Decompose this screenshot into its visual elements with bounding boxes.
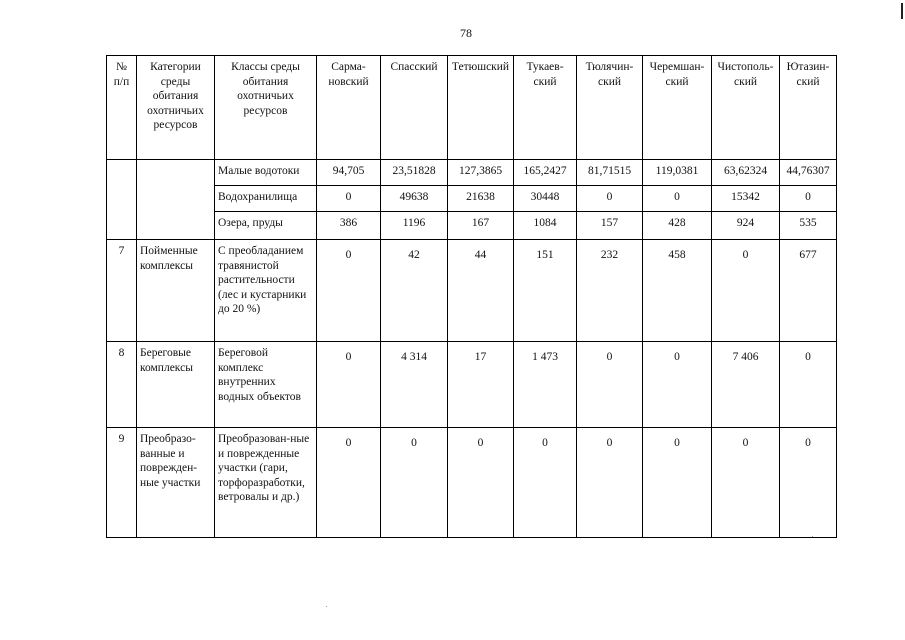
row-value: 81,71515 (577, 160, 643, 186)
row-value: 0 (780, 428, 837, 538)
header-district: Черемшан-ский (643, 56, 712, 160)
row-num: 8 (107, 342, 137, 428)
header-num: № п/п (107, 56, 137, 160)
row-value: 44,76307 (780, 160, 837, 186)
row-category: Преобразо-ванные и поврежден-ные участки (137, 428, 215, 538)
header-class: Классы среды обитания охотничьих ресурсов (215, 56, 317, 160)
table-row (107, 240, 837, 342)
row-value: 1 473 (514, 342, 577, 428)
row-value: 0 (780, 186, 837, 212)
row-value: 1084 (514, 212, 577, 240)
row-value: 49638 (381, 186, 448, 212)
row-value: 42 (381, 240, 448, 342)
row-value: 44 (448, 240, 514, 342)
row-value: 0 (514, 428, 577, 538)
row-category (137, 160, 215, 240)
row-value: 0 (381, 428, 448, 538)
row-class: Береговой комплекс внутренних водных объектов (215, 342, 317, 428)
row-class: Озера, пруды (215, 212, 317, 240)
row-value: 428 (643, 212, 712, 240)
scan-speck (326, 606, 327, 607)
table-row (107, 428, 837, 538)
row-num: 9 (107, 428, 137, 538)
row-value: 0 (577, 342, 643, 428)
row-value: 677 (780, 240, 837, 342)
row-value: 0 (780, 342, 837, 428)
table-row (107, 212, 837, 240)
row-value: 157 (577, 212, 643, 240)
row-class: С преобладанием травянистой растительности (лес и кустарники до 20 %) (215, 240, 317, 342)
row-value: 21638 (448, 186, 514, 212)
row-num (107, 160, 137, 240)
row-value: 0 (643, 342, 712, 428)
row-value: 4 314 (381, 342, 448, 428)
row-value: 119,0381 (643, 160, 712, 186)
row-value: 63,62324 (712, 160, 780, 186)
row-value: 151 (514, 240, 577, 342)
header-district: Спасский (381, 56, 448, 160)
row-value: 0 (317, 186, 381, 212)
row-value: 0 (577, 428, 643, 538)
row-num: 7 (107, 240, 137, 342)
row-value: 0 (643, 428, 712, 538)
table-row (107, 160, 837, 186)
row-value: 167 (448, 212, 514, 240)
row-class: Преобразован-ные и поврежденные участки (гари, торфоразработки, ветровалы и др.) (215, 428, 317, 538)
row-category: Береговые комплексы (137, 342, 215, 428)
header-district: Чистополь-ский (712, 56, 780, 160)
row-class: Водохранилища (215, 186, 317, 212)
scan-edge-mark (901, 3, 903, 19)
table-row (107, 186, 837, 212)
table-header-row (107, 56, 837, 160)
row-value: 0 (317, 342, 381, 428)
row-class: Малые водотоки (215, 160, 317, 186)
header-district: Тукаев-ский (514, 56, 577, 160)
row-value: 0 (448, 428, 514, 538)
row-value: 7 406 (712, 342, 780, 428)
row-value: 30448 (514, 186, 577, 212)
hunting-habitat-table (106, 55, 837, 538)
header-district: Ютазин-ский (780, 56, 837, 160)
header-district: Тетюшский (448, 56, 514, 160)
table-row (107, 342, 837, 428)
row-value: 94,705 (317, 160, 381, 186)
row-category: Пойменные комплексы (137, 240, 215, 342)
row-value: 23,51828 (381, 160, 448, 186)
row-value: 232 (577, 240, 643, 342)
row-value: 1196 (381, 212, 448, 240)
row-value: 0 (317, 428, 381, 538)
header-district: Тюлячин-ский (577, 56, 643, 160)
row-value: 924 (712, 212, 780, 240)
header-category: Категории среды обитания охотничьих ресурсов (137, 56, 215, 160)
header-district: Сарма-новский (317, 56, 381, 160)
row-value: 0 (712, 428, 780, 538)
row-value: 127,3865 (448, 160, 514, 186)
page-number: 78 (460, 26, 472, 40)
row-value: 0 (712, 240, 780, 342)
row-value: 458 (643, 240, 712, 342)
row-value: 535 (780, 212, 837, 240)
row-value: 165,2427 (514, 160, 577, 186)
row-value: 0 (643, 186, 712, 212)
row-value: 0 (577, 186, 643, 212)
row-value: 386 (317, 212, 381, 240)
row-value: 0 (317, 240, 381, 342)
row-value: 15342 (712, 186, 780, 212)
row-value: 17 (448, 342, 514, 428)
